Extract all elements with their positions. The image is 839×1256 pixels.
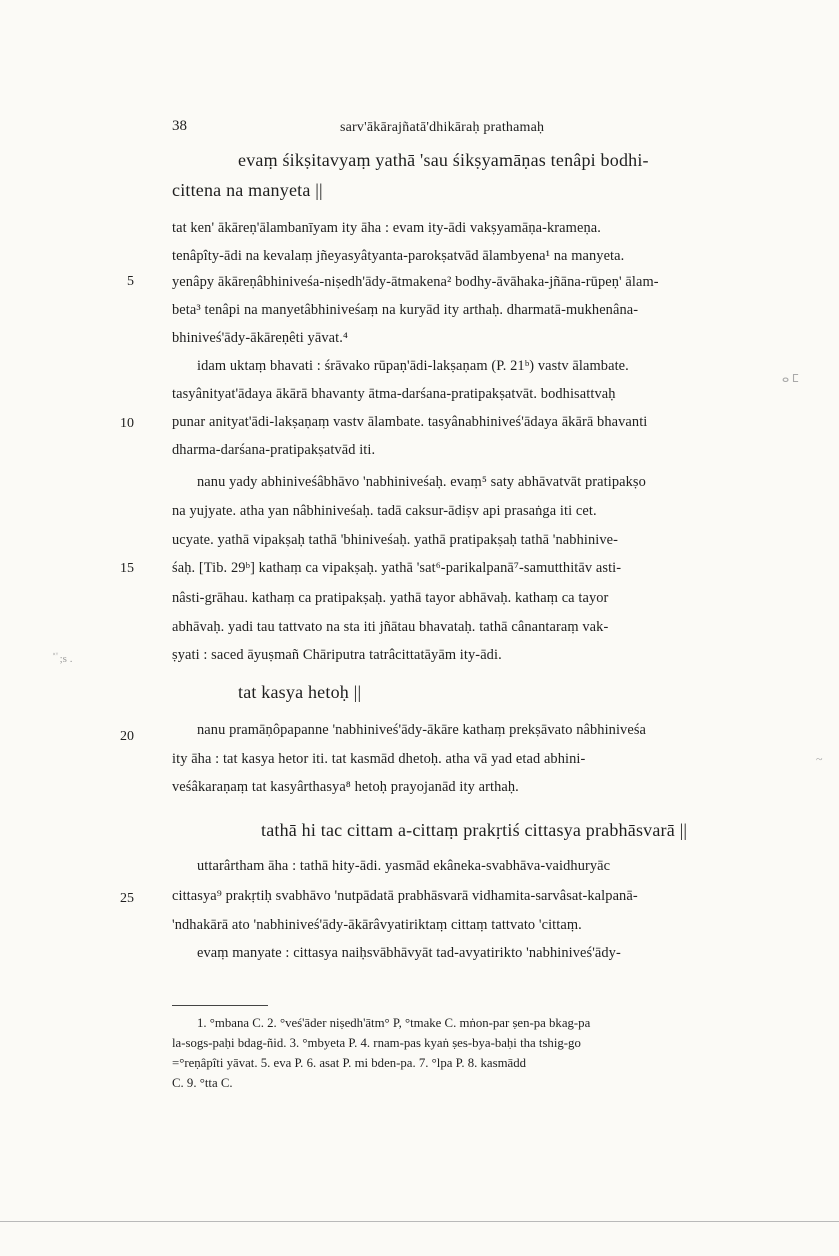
running-title: sarv'ākārajñatā'dhikāraḥ prathamaḥ	[340, 120, 545, 135]
text-line: evaṃ manyate : cittasya naiḥsvābhāvyāt tad-avyatirikto 'nabhiniveś'ādy-	[197, 945, 621, 961]
line-number-5: 5	[127, 274, 134, 289]
text-line: nanu yady abhiniveśâbhāvo 'nabhiniveśaḥ. evaṃ⁵ saty abhāvatvāt pratipakṣo	[197, 474, 646, 490]
margin-mark-right: ⴰ ⵎ	[782, 373, 799, 385]
text-line: punar anityat'ādi-lakṣaṇaṃ vastv ālambate. tasyânabhiniveś'ādaya ākārā bhavanti	[172, 414, 648, 430]
footnote-line: 1. °mbana C. 2. °veś'āder niṣedh'ātm° P, °tmake C. mṅon-par ṣen-pa bkag-pa	[197, 1016, 591, 1030]
text-line: nâsti-grāhau. kathaṃ ca pratipakṣaḥ. yathā tayor abhāvaḥ. kathaṃ ca tayor	[172, 590, 609, 606]
verse-2: tat kasya hetoḥ ||	[238, 682, 362, 702]
text-line: abhāvaḥ. yadi tau tattvato na sta iti jñātau bhavataḥ. tathā cânantaraṃ vak-	[172, 619, 609, 635]
text-line: beta³ tenâpi na manyetâbhiniveśaṃ na kuryād ity arthaḥ. dharmatā-mukhenâna-	[172, 302, 639, 318]
text-line: dharma-darśana-pratipakṣatvād iti.	[172, 442, 376, 458]
line-number-20: 20	[120, 729, 134, 744]
footnote-line: la-sogs-paḥi bdag-ñid. 3. °mbyeta P. 4. rnam-pas kyaṅ ṣes-bya-baḥi tha tshig-go	[172, 1036, 581, 1050]
text-line: tenâpîty-ādi na kevalaṃ jñeyasyâtyanta-parokṣatvād ālambyena¹ na manyeta.	[172, 248, 625, 264]
line-number-25: 25	[120, 891, 134, 906]
line-number-10: 10	[120, 416, 134, 431]
margin-mark-left: ⷯ ⷮ ;s .	[54, 653, 73, 665]
text-line: tat ken' ākāreṇ'ālambanīyam ity āha : evam ity-ādi vakṣyamāṇa-krameṇa.	[172, 220, 601, 236]
text-line: cittasya⁹ prakṛtiḥ svabhāvo 'nutpādatā prabhāsvarā vidhamita-sarvâsat-kalpanā-	[172, 888, 638, 904]
text-line: 'ndhakārā ato 'nabhiniveś'ādy-ākārâvyatiriktaṃ cittaṃ tattvato 'cittaṃ.	[172, 917, 582, 933]
verse-3: tathā hi tac cittam a-cittaṃ prakṛtiś cittasya prabhāsvarā ||	[261, 820, 688, 840]
margin-mark-right-mid: ~	[816, 752, 823, 766]
text-line: veśâkaraṇaṃ tat kasyârthasya⁸ hetoḥ prayojanād ity arthaḥ.	[172, 779, 519, 795]
text-line: tasyânityat'ādaya ākārā bhavanty ātma-darśana-pratipakṣatvāt. bodhisattvaḥ	[172, 386, 616, 402]
footnote-line: =°reṇâpîti yāvat. 5. eva P. 6. asat P. mi bden-pa. 7. °lpa P. 8. kasmādd	[172, 1056, 527, 1070]
text-line: na yujyate. atha yan nâbhiniveśaḥ. tadā caksur-ādiṣv api prasaṅga iti cet.	[172, 503, 597, 519]
footnote-rule	[172, 1005, 268, 1006]
text-line: bhiniveś'ādy-ākāreṇêti yāvat.⁴	[172, 330, 349, 346]
verse-1-line-2: cittena na manyeta ||	[172, 180, 323, 200]
text-line: ucyate. yathā vipakṣaḥ tathā 'bhiniveśaḥ. yathā pratipakṣaḥ tathā 'nabhinive-	[172, 532, 619, 548]
text-line: ity āha : tat kasya hetor iti. tat kasmād dhetoḥ. atha vā yad etad abhini-	[172, 751, 586, 767]
text-line: śaḥ. [Tib. 29ᵇ] kathaṃ ca vipakṣaḥ. yathā 'sat⁶-parikalpanā⁷-samutthitāv asti-	[172, 560, 622, 576]
page-number: 38	[172, 118, 187, 134]
text-line: idam uktaṃ bhavati : śrāvako rūpaṇ'ādi-lakṣaṇam (P. 21ᵇ) vastv ālambate.	[197, 358, 629, 374]
text-line: nanu pramāṇôpapanne 'nabhiniveś'ādy-ākāre kathaṃ prekṣāvato nâbhiniveśa	[197, 722, 647, 738]
footnote-line: C. 9. °tta C.	[172, 1076, 233, 1090]
line-number-15: 15	[120, 561, 134, 576]
scan-edge-line	[0, 1221, 839, 1222]
verse-1-line-1: evaṃ śikṣitavyaṃ yathā 'sau śikṣyamāṇas tenâpi bodhi-	[238, 150, 649, 170]
text-line: uttarârtham āha : tathā hity-ādi. yasmād ekâneka-svabhāva-vaidhuryāc	[197, 858, 611, 874]
text-line: yenâpy ākāreṇâbhiniveśa-niṣedh'ādy-ātmakena² bodhy-āvāhaka-jñāna-rūpeṇ' ālam-	[172, 274, 659, 290]
text-line: ṣyati : saced āyuṣmañ Chāriputra tatrâcittatāyām ity-ādi.	[172, 647, 502, 663]
